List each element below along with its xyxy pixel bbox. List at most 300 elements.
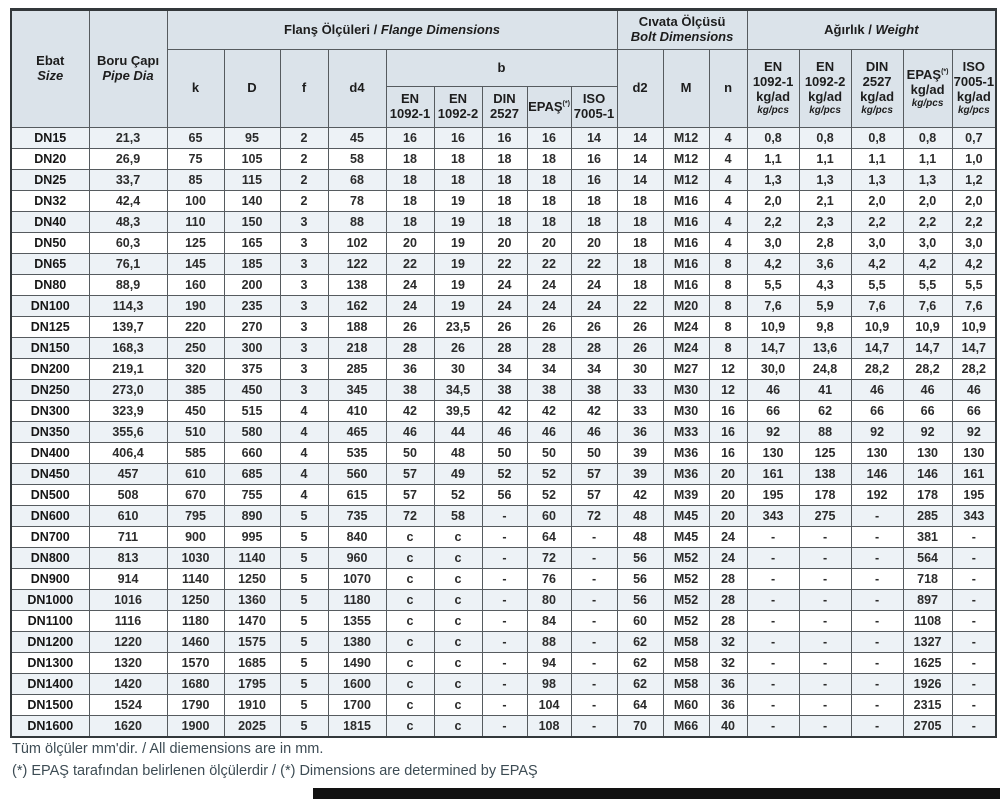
size-cell: DN450	[11, 464, 89, 485]
value-cell: 5	[280, 632, 328, 653]
value-cell: 165	[224, 233, 280, 254]
value-cell: 960	[328, 548, 386, 569]
value-cell: 465	[328, 422, 386, 443]
col-header-weight-din2527: DIN 2527 kg/ad kg/pcs	[851, 50, 903, 128]
value-cell: M16	[663, 233, 709, 254]
value-cell: 56	[617, 590, 663, 611]
value-cell: -	[571, 590, 617, 611]
value-cell: -	[799, 590, 851, 611]
value-cell: 250	[167, 338, 224, 359]
value-cell: c	[434, 527, 482, 548]
value-cell: 0,8	[903, 128, 952, 149]
value-cell: 2,2	[747, 212, 799, 233]
value-cell: 130	[747, 443, 799, 464]
value-cell: c	[434, 611, 482, 632]
size-cell: DN400	[11, 443, 89, 464]
value-cell: 18	[527, 212, 571, 233]
value-cell: 235	[224, 296, 280, 317]
value-cell: 1250	[224, 569, 280, 590]
table-row	[11, 464, 996, 485]
value-cell: 8	[709, 254, 747, 275]
value-cell: 62	[799, 401, 851, 422]
value-cell: 897	[903, 590, 952, 611]
value-cell: 26	[617, 317, 663, 338]
col-header-weight-en1092-2: EN 1092-2 kg/ad kg/pcs	[799, 50, 851, 128]
value-cell: 8	[709, 338, 747, 359]
value-cell: 3	[280, 359, 328, 380]
size-cell: DN900	[11, 569, 89, 590]
value-cell: 1220	[89, 632, 167, 653]
value-cell: 160	[167, 275, 224, 296]
value-cell: 139,7	[89, 317, 167, 338]
value-cell: -	[851, 674, 903, 695]
value-cell: 1625	[903, 653, 952, 674]
value-cell: 46	[747, 380, 799, 401]
value-cell: -	[747, 695, 799, 716]
value-cell: 162	[328, 296, 386, 317]
value-cell: 88	[328, 212, 386, 233]
value-cell: -	[482, 548, 527, 569]
value-cell: 1,3	[903, 170, 952, 191]
value-cell: 450	[167, 401, 224, 422]
value-cell: 66	[952, 401, 996, 422]
value-cell: 18	[527, 170, 571, 191]
value-cell: -	[571, 611, 617, 632]
value-cell: 24	[527, 296, 571, 317]
value-cell: 2315	[903, 695, 952, 716]
value-cell: 1140	[167, 569, 224, 590]
value-cell: 995	[224, 527, 280, 548]
table-row	[11, 422, 996, 443]
value-cell: 2	[280, 191, 328, 212]
value-cell: 2,2	[903, 212, 952, 233]
value-cell: 88	[527, 632, 571, 653]
value-cell: 3	[280, 254, 328, 275]
value-cell: 22	[527, 254, 571, 275]
value-cell: 18	[617, 191, 663, 212]
value-cell: 42	[482, 401, 527, 422]
value-cell: 1250	[167, 590, 224, 611]
value-cell: -	[747, 674, 799, 695]
value-cell: 46	[851, 380, 903, 401]
value-cell: c	[434, 695, 482, 716]
value-cell: 58	[434, 506, 482, 527]
flange-label-en: Flange Dimensions	[380, 21, 501, 37]
value-cell: 10,9	[851, 317, 903, 338]
value-cell: 2,8	[799, 233, 851, 254]
value-cell: 46	[952, 380, 996, 401]
value-cell: 8	[709, 317, 747, 338]
value-cell: 4	[280, 401, 328, 422]
value-cell: M20	[663, 296, 709, 317]
value-cell: 14,7	[851, 338, 903, 359]
value-cell: 300	[224, 338, 280, 359]
value-cell: M12	[663, 128, 709, 149]
col-header-weight-iso7005-1: ISO 7005-1 kg/ad kg/pcs	[952, 50, 996, 128]
value-cell: 718	[903, 569, 952, 590]
table-row	[11, 443, 996, 464]
value-cell: 18	[571, 212, 617, 233]
value-cell: 2,2	[851, 212, 903, 233]
value-cell: 5	[280, 716, 328, 738]
value-cell: 104	[527, 695, 571, 716]
value-cell: -	[482, 527, 527, 548]
value-cell: 24	[527, 275, 571, 296]
value-cell: 24	[482, 275, 527, 296]
value-cell: 22	[571, 254, 617, 275]
size-cell: DN15	[11, 128, 89, 149]
value-cell: -	[571, 695, 617, 716]
value-cell: 30,0	[747, 359, 799, 380]
value-cell: 19	[434, 296, 482, 317]
value-cell: M16	[663, 191, 709, 212]
value-cell: -	[482, 569, 527, 590]
value-cell: 24	[571, 296, 617, 317]
value-cell: 28	[709, 590, 747, 611]
size-label-tr: Ebat	[36, 53, 65, 69]
size-cell: DN40	[11, 212, 89, 233]
value-cell: 14	[617, 149, 663, 170]
value-cell: 76,1	[89, 254, 167, 275]
value-cell: 381	[903, 527, 952, 548]
value-cell: 840	[328, 527, 386, 548]
size-cell: DN125	[11, 317, 89, 338]
value-cell: 4	[709, 170, 747, 191]
value-cell: M52	[663, 611, 709, 632]
value-cell: 146	[903, 464, 952, 485]
weight-label-en: Weight	[875, 21, 919, 37]
value-cell: 28	[709, 569, 747, 590]
value-cell: 0,8	[747, 128, 799, 149]
value-cell: M58	[663, 653, 709, 674]
table-row	[11, 254, 996, 275]
value-cell: 16	[709, 422, 747, 443]
value-cell: -	[799, 611, 851, 632]
flange-dimensions-table	[10, 8, 997, 738]
value-cell: 72	[386, 506, 434, 527]
value-cell: 46	[903, 380, 952, 401]
value-cell: 80	[527, 590, 571, 611]
value-cell: -	[799, 569, 851, 590]
value-cell: 14	[617, 128, 663, 149]
value-cell: 900	[167, 527, 224, 548]
value-cell: 18	[386, 191, 434, 212]
value-cell: M36	[663, 443, 709, 464]
table-row	[11, 506, 996, 527]
table-row	[11, 317, 996, 338]
value-cell: 2,0	[903, 191, 952, 212]
value-cell: M12	[663, 149, 709, 170]
col-header-k: k	[167, 50, 224, 128]
size-cell: DN150	[11, 338, 89, 359]
value-cell: 795	[167, 506, 224, 527]
value-cell: 18	[386, 149, 434, 170]
value-cell: 410	[328, 401, 386, 422]
value-cell: -	[851, 611, 903, 632]
value-cell: 102	[328, 233, 386, 254]
table-row	[11, 128, 996, 149]
value-cell: c	[386, 569, 434, 590]
value-cell: 1460	[167, 632, 224, 653]
value-cell: -	[747, 569, 799, 590]
value-cell: 1815	[328, 716, 386, 738]
value-cell: M52	[663, 590, 709, 611]
value-cell: 711	[89, 527, 167, 548]
size-cell: DN1200	[11, 632, 89, 653]
table-row	[11, 548, 996, 569]
value-cell: 46	[386, 422, 434, 443]
pipe-dia-label-tr: Boru Çapı	[96, 53, 160, 69]
value-cell: 16	[709, 443, 747, 464]
value-cell: M16	[663, 254, 709, 275]
value-cell: -	[851, 653, 903, 674]
value-cell: 19	[434, 254, 482, 275]
value-cell: c	[386, 590, 434, 611]
value-cell: -	[851, 590, 903, 611]
value-cell: -	[851, 716, 903, 738]
value-cell: 75	[167, 149, 224, 170]
size-cell: DN250	[11, 380, 89, 401]
col-header-M: M	[663, 50, 709, 128]
value-cell: -	[799, 632, 851, 653]
value-cell: 192	[851, 485, 903, 506]
value-cell: 66	[903, 401, 952, 422]
table-body	[11, 128, 996, 738]
value-cell: 3,0	[903, 233, 952, 254]
value-cell: 44	[434, 422, 482, 443]
value-cell: 64	[617, 695, 663, 716]
value-cell: c	[434, 716, 482, 738]
value-cell: 1790	[167, 695, 224, 716]
value-cell: 58	[328, 149, 386, 170]
value-cell: 2,3	[799, 212, 851, 233]
value-cell: 1470	[224, 611, 280, 632]
value-cell: 1116	[89, 611, 167, 632]
value-cell: 38	[386, 380, 434, 401]
value-cell: 52	[434, 485, 482, 506]
value-cell: c	[386, 632, 434, 653]
value-cell: 42	[527, 401, 571, 422]
value-cell: 36	[617, 422, 663, 443]
value-cell: 218	[328, 338, 386, 359]
value-cell: 21,3	[89, 128, 167, 149]
value-cell: 46	[527, 422, 571, 443]
value-cell: 450	[224, 380, 280, 401]
value-cell: 4	[709, 212, 747, 233]
value-cell: M52	[663, 569, 709, 590]
value-cell: 5	[280, 527, 328, 548]
value-cell: 190	[167, 296, 224, 317]
table-row	[11, 275, 996, 296]
value-cell: 22	[386, 254, 434, 275]
value-cell: 34,5	[434, 380, 482, 401]
value-cell: 2,0	[747, 191, 799, 212]
value-cell: M45	[663, 506, 709, 527]
value-cell: 1524	[89, 695, 167, 716]
value-cell: 4	[709, 233, 747, 254]
value-cell: 20	[386, 233, 434, 254]
value-cell: 3,0	[952, 233, 996, 254]
value-cell: 1620	[89, 716, 167, 738]
value-cell: 84	[527, 611, 571, 632]
value-cell: -	[747, 611, 799, 632]
value-cell: 660	[224, 443, 280, 464]
value-cell: 610	[167, 464, 224, 485]
value-cell: -	[482, 674, 527, 695]
value-cell: 125	[167, 233, 224, 254]
table-row	[11, 401, 996, 422]
size-cell: DN50	[11, 233, 89, 254]
size-cell: DN1300	[11, 653, 89, 674]
value-cell: 78	[328, 191, 386, 212]
value-cell: 66	[747, 401, 799, 422]
col-header-b-din2527: DIN 2527	[482, 87, 527, 128]
value-cell: 735	[328, 506, 386, 527]
value-cell: 85	[167, 170, 224, 191]
value-cell: 4	[280, 464, 328, 485]
value-cell: 52	[482, 464, 527, 485]
value-cell: c	[434, 632, 482, 653]
value-cell: 323,9	[89, 401, 167, 422]
value-cell: 1600	[328, 674, 386, 695]
value-cell: 8	[709, 296, 747, 317]
value-cell: -	[482, 611, 527, 632]
value-cell: 5,5	[851, 275, 903, 296]
value-cell: 18	[386, 212, 434, 233]
value-cell: 457	[89, 464, 167, 485]
value-cell: 1,1	[851, 149, 903, 170]
value-cell: 130	[903, 443, 952, 464]
bolt-label-tr: Cıvata Ölçüsü	[638, 14, 726, 30]
value-cell: 50	[386, 443, 434, 464]
value-cell: 72	[571, 506, 617, 527]
value-cell: 36	[709, 695, 747, 716]
table-row	[11, 695, 996, 716]
value-cell: 145	[167, 254, 224, 275]
value-cell: c	[386, 653, 434, 674]
value-cell: -	[571, 716, 617, 738]
value-cell: 1700	[328, 695, 386, 716]
value-cell: 1355	[328, 611, 386, 632]
value-cell: 24	[709, 548, 747, 569]
value-cell: 3	[280, 338, 328, 359]
col-header-n: n	[709, 50, 747, 128]
value-cell: 2,2	[952, 212, 996, 233]
value-cell: 19	[434, 191, 482, 212]
value-cell: 62	[617, 674, 663, 695]
value-cell: 3	[280, 275, 328, 296]
value-cell: 2705	[903, 716, 952, 738]
table-row	[11, 590, 996, 611]
value-cell: 48,3	[89, 212, 167, 233]
value-cell: 23,5	[434, 317, 482, 338]
col-header-d2: d2	[617, 50, 663, 128]
value-cell: 18	[571, 191, 617, 212]
value-cell: 0,8	[799, 128, 851, 149]
value-cell: 4	[709, 128, 747, 149]
value-cell: c	[434, 590, 482, 611]
size-cell: DN65	[11, 254, 89, 275]
value-cell: 56	[617, 548, 663, 569]
value-cell: 406,4	[89, 443, 167, 464]
value-cell: 610	[89, 506, 167, 527]
value-cell: 115	[224, 170, 280, 191]
value-cell: 26	[527, 317, 571, 338]
value-cell: 20	[709, 506, 747, 527]
value-cell: -	[747, 632, 799, 653]
table-row	[11, 527, 996, 548]
value-cell: c	[434, 569, 482, 590]
size-cell: DN1400	[11, 674, 89, 695]
value-cell: -	[952, 695, 996, 716]
value-cell: 13,6	[799, 338, 851, 359]
value-cell: 62	[617, 653, 663, 674]
value-cell: -	[747, 653, 799, 674]
value-cell: 60,3	[89, 233, 167, 254]
value-cell: -	[952, 653, 996, 674]
size-cell: DN1000	[11, 590, 89, 611]
value-cell: 18	[434, 170, 482, 191]
value-cell: 1910	[224, 695, 280, 716]
value-cell: -	[851, 632, 903, 653]
value-cell: 56	[482, 485, 527, 506]
value-cell: -	[571, 569, 617, 590]
value-cell: 890	[224, 506, 280, 527]
value-cell: M33	[663, 422, 709, 443]
value-cell: 28	[709, 611, 747, 632]
value-cell: 138	[328, 275, 386, 296]
value-cell: 57	[386, 485, 434, 506]
value-cell: 57	[571, 485, 617, 506]
value-cell: 5	[280, 695, 328, 716]
value-cell: -	[747, 716, 799, 738]
value-cell: 38	[482, 380, 527, 401]
epas-footnote-mark: (*)	[941, 68, 949, 76]
value-cell: 125	[799, 443, 851, 464]
value-cell: 76	[527, 569, 571, 590]
col-header-pipe-dia	[89, 10, 167, 128]
value-cell: 7,6	[851, 296, 903, 317]
value-cell: -	[851, 695, 903, 716]
value-cell: 2	[280, 170, 328, 191]
value-cell: 535	[328, 443, 386, 464]
value-cell: 66	[851, 401, 903, 422]
table-row	[11, 212, 996, 233]
value-cell: 122	[328, 254, 386, 275]
value-cell: 510	[167, 422, 224, 443]
size-cell: DN700	[11, 527, 89, 548]
value-cell: 46	[571, 422, 617, 443]
value-cell: 7,6	[952, 296, 996, 317]
value-cell: 285	[328, 359, 386, 380]
value-cell: 60	[527, 506, 571, 527]
value-cell: 1575	[224, 632, 280, 653]
value-cell: 65	[167, 128, 224, 149]
value-cell: -	[571, 632, 617, 653]
value-cell: 57	[386, 464, 434, 485]
value-cell: 5	[280, 653, 328, 674]
col-header-b-en1092-1: EN 1092-1	[386, 87, 434, 128]
value-cell: 1380	[328, 632, 386, 653]
value-cell: -	[799, 527, 851, 548]
value-cell: 4	[709, 191, 747, 212]
value-cell: 50	[527, 443, 571, 464]
weight-label-tr: Ağırlık /	[824, 21, 872, 37]
value-cell: -	[482, 716, 527, 738]
value-cell: 18	[482, 149, 527, 170]
value-cell: 580	[224, 422, 280, 443]
value-cell: 39,5	[434, 401, 482, 422]
